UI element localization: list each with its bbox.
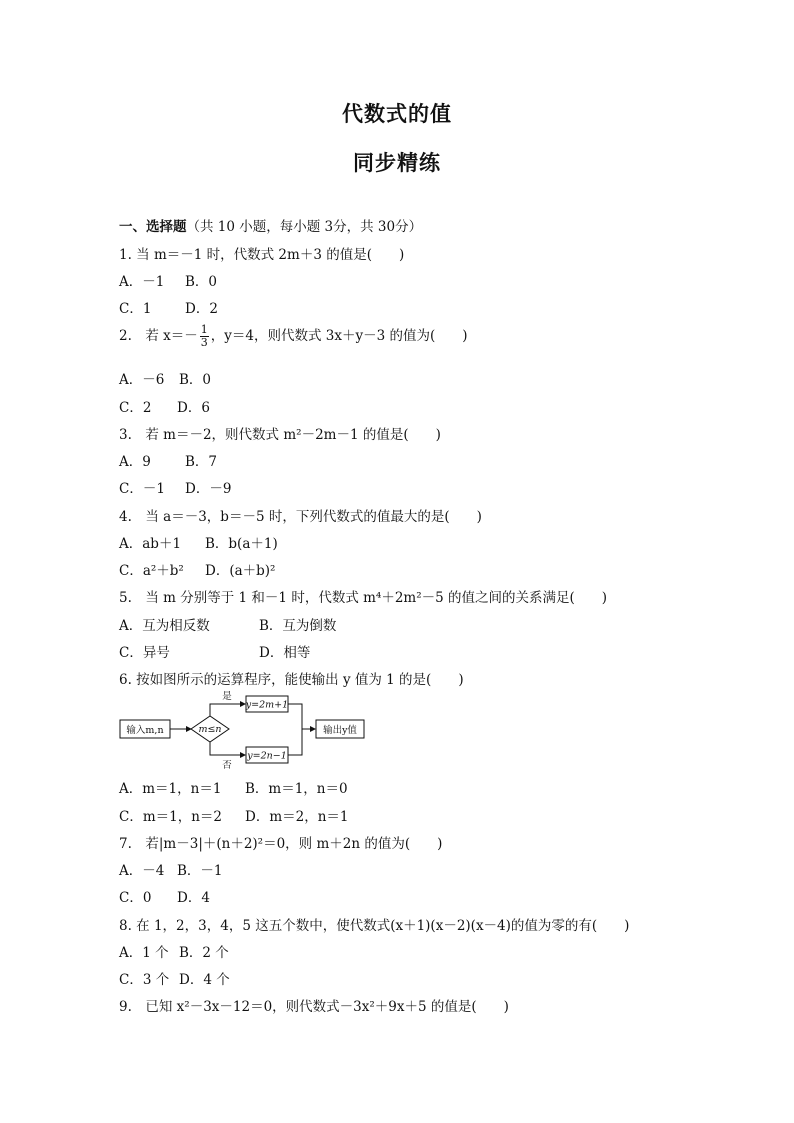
flow-condition-label: m≤n (198, 724, 222, 735)
option-b: B．m＝1，n＝0 (245, 781, 348, 797)
option-c: C．－1 (119, 481, 165, 497)
option-d: D．m＝2，n＝1 (245, 809, 349, 825)
flow-merge-line (288, 704, 302, 755)
question-stem: 8. 在 1，2，3，4，5 这五个数中，使代数式(x＋1)(x－2)(x－4)的值为零的有( ) (119, 918, 630, 934)
option-a: A．互为相反数 (119, 618, 210, 634)
option-d: D．－9 (185, 481, 232, 497)
option-row (119, 297, 218, 317)
option-d: D．相等 (259, 645, 311, 661)
option-d: D．(a＋b)² (205, 563, 276, 579)
option-b: B．2 个 (179, 945, 229, 961)
flow-no-label: 否 (222, 760, 232, 770)
option-a: A．1 个 (119, 945, 169, 961)
option-c: C．2 (119, 400, 152, 416)
option-b: B．0 (179, 372, 212, 388)
flow-output-label: 输出y值 (323, 725, 357, 736)
option-row (119, 886, 210, 906)
flowchart-diagram (119, 690, 369, 770)
flow-arrow (210, 704, 245, 716)
option-row (119, 477, 231, 497)
option-row (119, 559, 275, 579)
option-a: A．ab＋1 (119, 536, 182, 552)
section-note: （共 10 小题，每小题 3分，共 30分） (186, 219, 423, 235)
option-d: D．6 (177, 400, 210, 416)
option-row (119, 968, 230, 988)
option-c: C．3 个 (119, 972, 170, 988)
option-row (119, 777, 348, 797)
option-row (119, 805, 349, 825)
flow-no-formula: y=2n−1 (247, 750, 287, 762)
option-row (119, 859, 223, 879)
option-b: B．互为倒数 (259, 618, 337, 634)
option-c: C．0 (119, 890, 152, 906)
option-c: C．1 (119, 301, 152, 317)
fraction (200, 324, 209, 349)
question-stem: 3. 若 m＝－2，则代数式 m²－2m－1 的值是( ) (119, 427, 441, 443)
flow-input-label: 输入m,n (126, 725, 164, 736)
flow-yes-label: 是 (222, 691, 232, 702)
option-row (119, 396, 210, 416)
option-row (119, 368, 211, 388)
question-stem: 1. 当 m＝－1 时，代数式 2m＋3 的值是( ) (119, 247, 405, 263)
question-stem: 7. 若|m－3|＋(n＋2)²＝0，则 m＋2n 的值为( ) (119, 836, 443, 852)
option-c: C．m＝1，n＝2 (119, 809, 223, 825)
stem-part: ，y＝4，则代数式 3x＋y－3 的值为( ) (210, 328, 468, 344)
page-subtitle: 同步精练 (353, 151, 441, 175)
option-d: D．4 (177, 890, 210, 906)
option-b: B．－1 (177, 863, 223, 879)
option-a: A．－4 (119, 863, 165, 879)
section-title: 一、选择题 (119, 219, 187, 235)
option-b: B．0 (185, 274, 218, 290)
option-b: B．b(a＋1) (205, 536, 278, 552)
question-stem (119, 324, 468, 349)
option-row (119, 270, 217, 290)
option-row (119, 941, 229, 961)
option-d: D．2 (185, 301, 218, 317)
option-row (119, 532, 278, 552)
option-a: A．－1 (119, 274, 165, 290)
option-d: D．4 个 (179, 972, 230, 988)
option-a: A．9 (119, 454, 151, 470)
option-row (119, 614, 336, 634)
option-c: C．异号 (119, 645, 170, 661)
question-stem: 9. 已知 x²－3x－12＝0，则代数式－3x²＋9x＋5 的值是( ) (119, 999, 509, 1015)
page-title: 代数式的值 (342, 102, 452, 126)
fraction-denominator: 3 (200, 336, 208, 349)
question-stem: 6. 按如图所示的运算程序，能使输出 y 值为 1 的是( ) (119, 672, 464, 688)
question-stem: 4. 当 a＝－3，b＝－5 时，下列代数式的值最大的是( ) (119, 509, 482, 525)
question-stem: 5. 当 m 分别等于 1 和－1 时，代数式 m⁴＋2m²－5 的值之间的关系满足( ) (119, 590, 608, 606)
option-row (119, 450, 217, 470)
option-c: C．a²＋b² (119, 563, 184, 579)
stem-part: 2. 若 x＝－ (119, 328, 198, 344)
section-heading (119, 215, 422, 235)
fraction-numerator: 1 (200, 323, 208, 336)
flow-yes-formula: y=2m+1 (245, 699, 289, 711)
flow-arrow (210, 742, 245, 755)
option-a: A．－6 (119, 372, 165, 388)
option-a: A．m＝1，n＝1 (119, 781, 222, 797)
option-row (119, 641, 310, 661)
option-b: B．7 (185, 454, 218, 470)
